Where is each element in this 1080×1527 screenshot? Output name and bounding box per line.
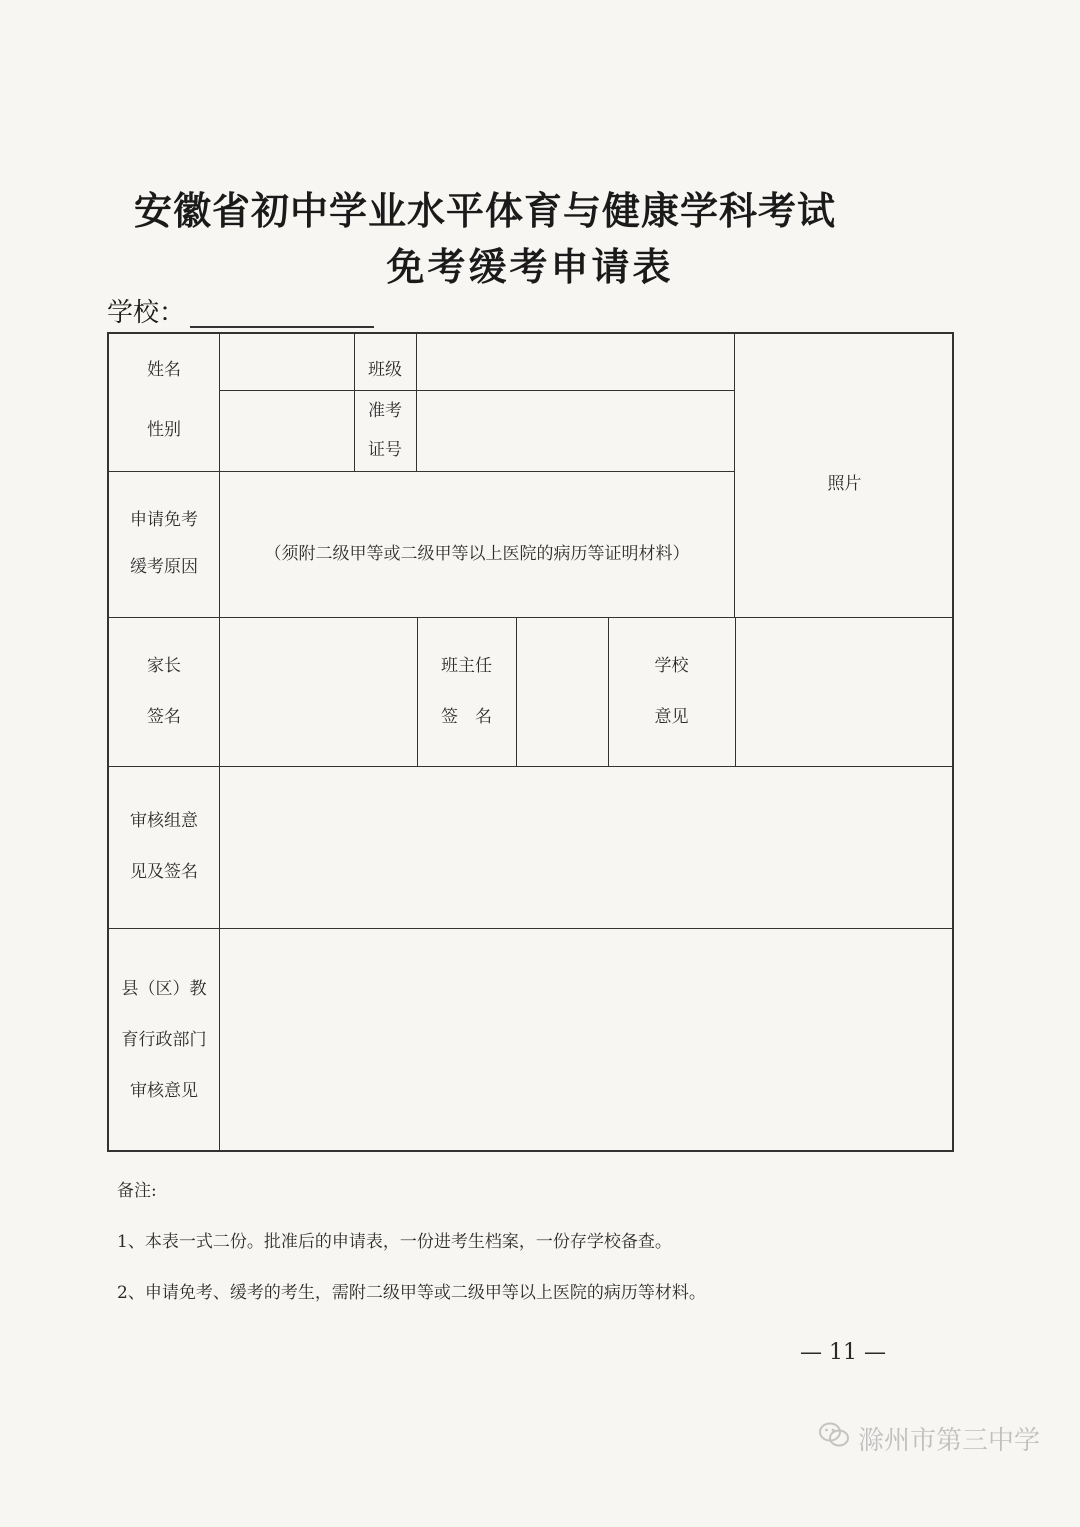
school-label-line-1: 学校 bbox=[654, 655, 689, 676]
county-label-line-3: 审核意见 bbox=[130, 1080, 198, 1101]
parent-label-line-1: 家长 bbox=[147, 655, 181, 676]
watermark-text: 滁州市第三中学 bbox=[858, 1426, 1041, 1456]
county-review-input[interactable] bbox=[220, 929, 954, 1152]
parent-signature-label bbox=[109, 617, 219, 766]
application-form-table bbox=[107, 332, 954, 1152]
teacher-label-line-2: 签 名 bbox=[441, 706, 492, 727]
county-label-line-1: 县（区）教 bbox=[121, 978, 207, 999]
parent-label-line-2: 签名 bbox=[147, 706, 181, 727]
gender-input[interactable] bbox=[220, 391, 354, 471]
title-line-2: 免考缓考申请表 bbox=[386, 244, 674, 289]
reason-label-line-1: 申请免考 bbox=[130, 510, 198, 530]
page-number: — 11 — bbox=[800, 1340, 886, 1365]
photo-box[interactable] bbox=[735, 334, 954, 634]
gender-label-text: 性别 bbox=[147, 420, 181, 440]
wechat-icon bbox=[818, 1421, 850, 1456]
school-label: 学校： bbox=[107, 298, 186, 328]
exam-id-label bbox=[354, 390, 416, 471]
reason-input[interactable] bbox=[220, 472, 734, 617]
parent-signature-input[interactable] bbox=[220, 618, 417, 766]
review-label bbox=[109, 766, 219, 928]
school-opinion-input[interactable] bbox=[736, 618, 954, 766]
reason-label-line-2: 缓考原因 bbox=[130, 557, 198, 577]
teacher-signature-label bbox=[417, 617, 516, 766]
watermark bbox=[818, 1420, 1040, 1457]
school-field[interactable] bbox=[190, 326, 374, 328]
name-input[interactable] bbox=[220, 334, 354, 390]
name-label-text: 姓名 bbox=[147, 359, 181, 380]
exam-id-label-line-1: 准考 bbox=[368, 400, 402, 421]
gender-label bbox=[109, 390, 219, 471]
photo-label: 照片 bbox=[827, 473, 862, 494]
exam-id-label-line-2: 证号 bbox=[368, 439, 402, 460]
note-item-2: 2、申请免考、缓考的考生，需附二级甲等或二级甲等以上医院的病历等材料。 bbox=[117, 1283, 706, 1303]
review-label-line-1: 审核组意 bbox=[130, 811, 198, 831]
teacher-signature-input[interactable] bbox=[517, 618, 608, 766]
teacher-label-line-1: 班主任 bbox=[441, 655, 492, 676]
title-line-1: 安徽省初中学业水平体育与健康学科考试 bbox=[133, 188, 836, 233]
reason-note: （须附二级甲等或二级甲等以上医院的病历等证明材料） bbox=[264, 544, 690, 564]
class-label-text: 班级 bbox=[368, 359, 402, 380]
exam-id-input[interactable] bbox=[417, 391, 734, 471]
county-label-line-2: 育行政部门 bbox=[121, 1029, 207, 1050]
notes-heading: 备注: bbox=[117, 1181, 157, 1201]
school-opinion-label bbox=[608, 617, 735, 766]
reason-label bbox=[109, 471, 219, 617]
class-input[interactable] bbox=[417, 334, 734, 390]
county-review-label bbox=[109, 928, 219, 1152]
review-input[interactable] bbox=[220, 767, 954, 928]
review-label-line-2: 见及签名 bbox=[130, 862, 198, 882]
school-label-line-2: 意见 bbox=[654, 706, 689, 727]
note-item-1: 1、本表一式二份。批准后的申请表，一份进考生档案，一份存学校备查。 bbox=[117, 1232, 672, 1252]
